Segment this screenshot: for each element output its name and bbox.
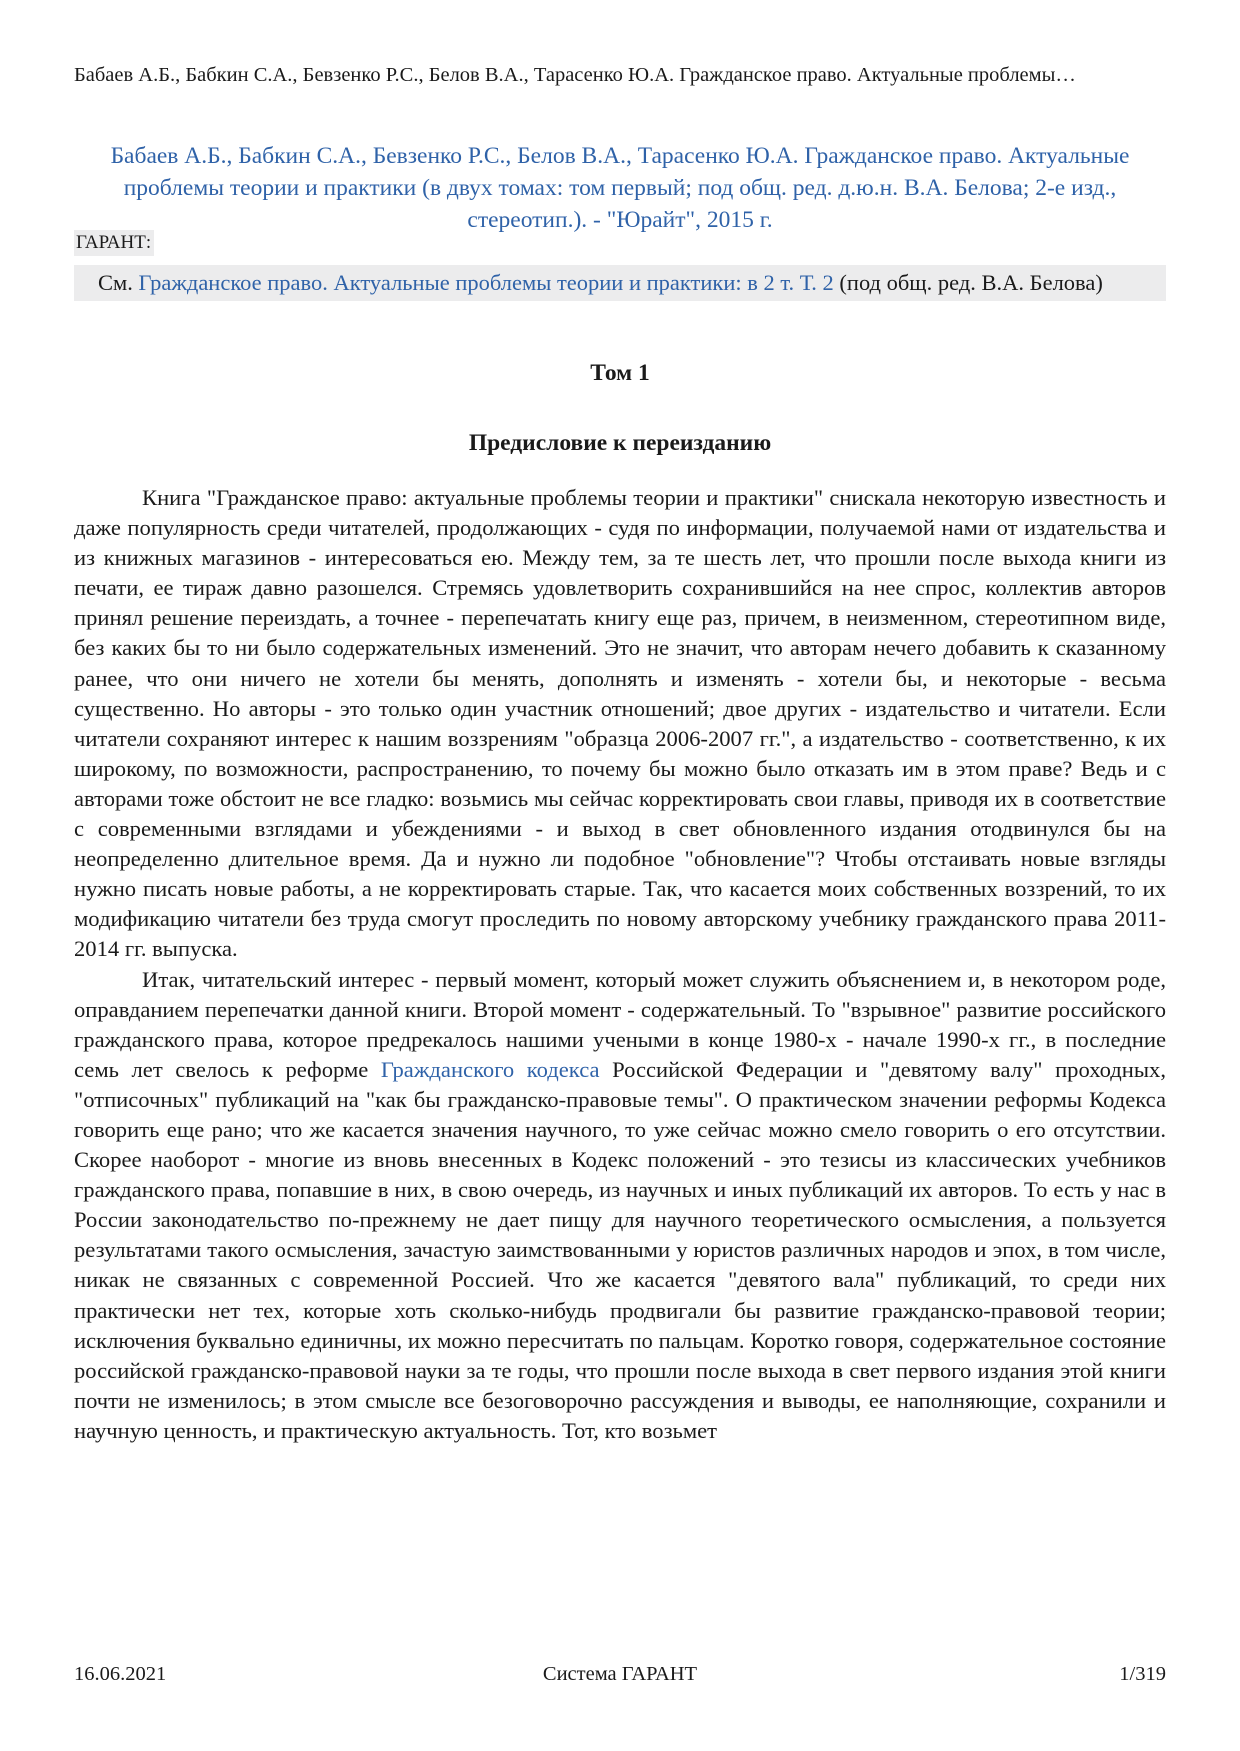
paragraph-2-part-1: Итак, читательский интерес - первый момент, который может служить объяснением и, в некотором роде, оправданием перепечатки данной книги. Второй момент - содержательный. То "взрывное" развитие российского гражданского права, которое предрекалось нашими учеными в конце 1980-х - начале 1990-х гг., в последние семь лет свелось к реформе <box>74 966 1166 1082</box>
paragraph-2 <box>74 965 1166 1447</box>
body-text <box>74 483 1166 1446</box>
garant-note-suffix: (под общ. ред. В.А. Белова) <box>833 270 1103 295</box>
paragraph-2-part-2: Российской Федерации и "девятому валу" проходных, "отписочных" публикаций на "как бы гражданско-правовые темы". О практическом значении реформы Кодекса говорить еще рано; что же касается значения научного, то уже сейчас можно смело говорить о его отсутствии. Скорее наоборот - многие из вновь внесенных в Кодекс положений - это тезисы из классических учебников гражданского права, попавшие в них, в свою очередь, из научных и иных публикаций их авторов. То есть у нас в России законодательство по-прежнему не дает пищу для научного теоретического осмысления, а пользуется результатами такого осмысления, зачастую заимствованными у юристов различных народов и эпох, в том числе, никак не связанных с современной Россией. Что же касается "девятого вала" публикаций, то среди них практически нет тех, которые хоть сколько-нибудь продвигали бы развитие гражданско-правовой теории; исключения буквально единичны, их можно пересчитать по пальцам. Коротко говоря, содержательное состояние российской гражданско-правовой науки за те годы, что прошли после выхода в свет первого издания этой книги почти не изменилось; в этом смысле все безоговорочно рассуждения и выводы, ее наполняющие, сохранили и научную ценность, и практическую актуальность. Тот, кто возьмет <box>74 1056 1166 1443</box>
footer-system: Система ГАРАНТ <box>542 1663 698 1685</box>
page-footer <box>74 1661 1166 1687</box>
running-header: Бабаев А.Б., Бабкин С.А., Бевзенко Р.С., Белов В.А., Тарасенко Ю.А. Гражданское право. Актуальные проблемы… <box>74 64 1076 86</box>
garant-note-link[interactable]: Гражданское право. Актуальные проблемы теории и практики: в 2 т. Т. 2 <box>138 270 834 295</box>
civil-code-link[interactable]: Гражданского кодекса <box>380 1056 600 1082</box>
footer-page-number: 1/319 <box>1119 1663 1166 1685</box>
document-title: Бабаев А.Б., Бабкин С.А., Бевзенко Р.С., Белов В.А., Тарасенко Ю.А. Гражданское право. Актуальные проблемы теории и практики (в двух томах: том первый; под общ. ред. д.ю.н. В.А. Белова; 2-е изд., стереотип.). - "Юрайт", 2015 г. <box>110 143 1130 233</box>
paragraph-1: Книга "Гражданское право: актуальные проблемы теории и практики" снискала некоторую известность и даже популярность среди читателей, продолжающих - судя по информации, получаемой нами от издательства и из книжных магазинов - интересоваться ею. Между тем, за те шесть лет, что прошли после выхода книги из печати, ее тираж давно разошелся. Стремясь удовлетворить сохранившийся на нее спрос, коллектив авторов принял решение переиздать, а точнее - перепечатать книгу еще раз, причем, в неизменном, стереотипном виде, без каких бы то ни было содержательных изменений. Это не значит, что авторам нечего добавить к сказанному ранее, что они ничего не хотели бы менять, дополнять и изменять - хотели бы, и некоторые - весьма существенно. Но авторы - это только один участник отношений; двое других - издательство и читатели. Если читатели сохраняют интерес к нашим воззрениям "образца 2006-2007 гг.", а издательство - соответственно, к их широкому, по возможности, распространению, то почему бы можно было отказать им в этом праве? Ведь и с авторами тоже обстоит не все гладко: возьмись мы сейчас корректировать свои главы, приводя их в соответствие с современными взглядами и убеждениями - и выход в свет обновленного издания отодвинулся бы на неопределенно длительное время. Да и нужно ли подобное "обновление"? Чтобы отстаивать новые взгляды нужно писать новые работы, а не корректировать старые. Так, что касается моих собственных воззрений, то их модификацию читатели без труда смогут проследить по новому авторскому учебнику гражданского права 2011-2014 гг. выпуска. <box>74 485 1166 962</box>
garant-note-text <box>74 265 1166 301</box>
garant-note-prefix: См. <box>98 270 139 295</box>
garant-note-block <box>74 230 1166 301</box>
footer-date: 16.06.2021 <box>74 1663 167 1685</box>
garant-label: ГАРАНТ: <box>74 230 154 256</box>
section-heading: Предисловие к переизданию <box>468 430 772 456</box>
volume-heading: Том 1 <box>590 360 650 386</box>
